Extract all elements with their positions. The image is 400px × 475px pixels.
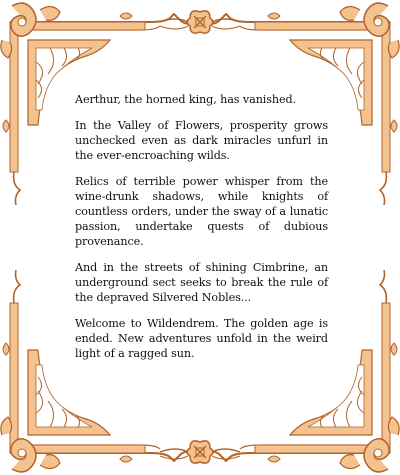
paragraph-cimbrine: And in the streets of shining Cimbrine, an underground sect seeks to break the rule of the depraved Silvered Nobles... [75, 261, 328, 304]
paragraph-relics: Relics of terrible power whisper from the wine-drunk shadows, while knights of countless orders, under the sway of a lunatic passion, undertake quests of dubious provenance. [75, 175, 328, 248]
intro-text [75, 92, 328, 372]
paragraph-vanished-king: Aerthur, the horned king, has vanished. [75, 93, 297, 106]
knot-ornament-top [160, 11, 240, 33]
paragraph-welcome: Welcome to Wildendrem. The golden age is ended. New adventures unfold in the weird light of a ragged sun. [75, 317, 328, 360]
paragraph-valley-of-flowers: In the Valley of Flowers, prosperity grows unchecked even as dark miracles unfurl in the ever-encroaching wilds. [75, 119, 328, 162]
